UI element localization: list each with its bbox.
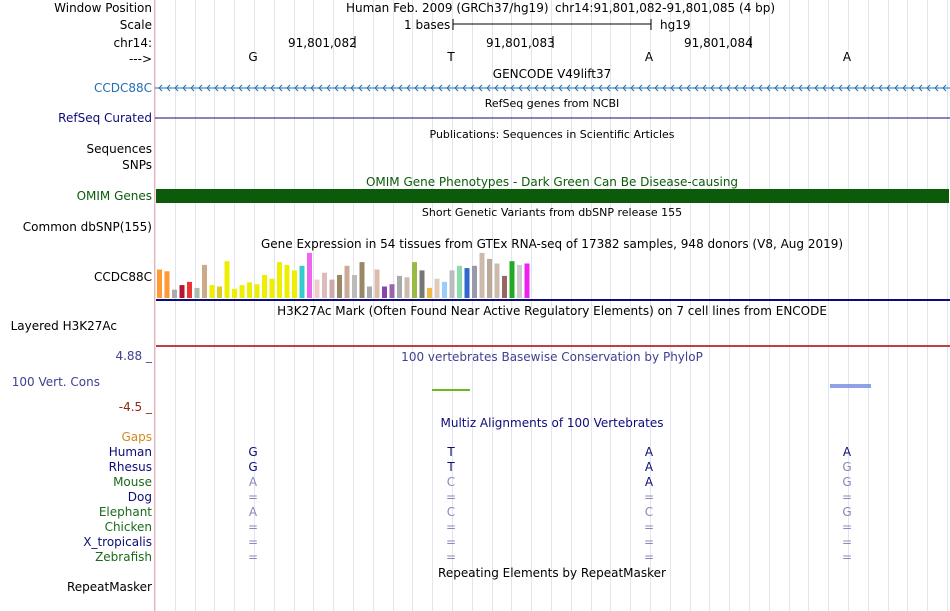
species-label-human[interactable]: Human (108, 445, 152, 459)
aligned-base: C (446, 505, 456, 519)
ref-base: A (842, 50, 852, 64)
ref-base: A (644, 50, 654, 64)
gencode-track-title: GENCODE V49lift37 (492, 67, 612, 81)
aligned-base: = (841, 520, 853, 534)
species-label-x_tropicalis[interactable]: X_tropicalis (83, 535, 152, 549)
strand-label: ---> (128, 52, 152, 66)
aligned-base: G (842, 505, 852, 519)
species-label-chicken[interactable]: Chicken (104, 520, 152, 534)
assembly-name: Human Feb. 2009 (GRCh37/hg19) (346, 1, 549, 15)
scale-db: hg19 (660, 18, 691, 32)
aligned-base: A (248, 505, 258, 519)
aligned-base: = (841, 535, 853, 549)
gtex-label[interactable]: CCDC88C (93, 270, 152, 284)
species-label-dog[interactable]: Dog (127, 490, 152, 504)
scale-value: 1 bases (404, 18, 451, 32)
aligned-base: = (247, 535, 259, 549)
window-position-label: Window Position (54, 1, 152, 15)
aligned-base: = (643, 490, 655, 504)
aligned-base: G (842, 460, 852, 474)
phylop-track-title: 100 vertebrates Basewise Conservation by PhyloP (401, 350, 703, 364)
repeatmasker-track-title: Repeating Elements by RepeatMasker (438, 566, 666, 580)
aligned-base: C (446, 475, 456, 489)
aligned-base: G (248, 445, 258, 459)
aligned-base: = (841, 490, 853, 504)
aligned-base: A (644, 460, 654, 474)
scale-label: Scale (119, 18, 152, 32)
aligned-base: = (643, 520, 655, 534)
phylop-max-label: 4.88 _ (115, 349, 152, 363)
position-text: chr14:91,801,082-91,801,085 (4 bp) (555, 1, 776, 15)
aligned-base: A (644, 475, 654, 489)
species-label-rhesus[interactable]: Rhesus (108, 460, 152, 474)
aligned-base: T (447, 445, 455, 459)
aligned-base: = (445, 490, 457, 504)
h3k27ac-label[interactable]: Layered H3K27Ac (10, 319, 117, 333)
phylop-min-label: -4.5 _ (118, 400, 152, 414)
ref-base: T (447, 50, 455, 64)
aligned-base: = (841, 550, 853, 564)
coord-1: 91,801,082 (288, 36, 357, 50)
species-label-zebrafish[interactable]: Zebrafish (95, 550, 152, 564)
coord-2: 91,801,083 (486, 36, 555, 50)
multiz-gaps-label[interactable]: Gaps (121, 430, 152, 444)
aligned-base: G (248, 460, 258, 474)
dbsnp-label[interactable]: Common dbSNP(155) (22, 220, 152, 234)
aligned-base: = (445, 535, 457, 549)
h3k27ac-track-title: H3K27Ac Mark (Often Found Near Active Regulatory Elements) on 7 cell lines from ENCODE (277, 304, 827, 318)
omim-track-title: OMIM Gene Phenotypes - Dark Green Can Be Disease-causing (365, 175, 739, 189)
publications-label-line2[interactable]: SNPs (122, 158, 152, 172)
omim-label[interactable]: OMIM Genes (76, 189, 152, 203)
repeatmasker-label[interactable]: RepeatMasker (66, 580, 152, 594)
species-label-elephant[interactable]: Elephant (98, 505, 152, 519)
aligned-base: A (842, 445, 852, 459)
aligned-base: C (644, 505, 654, 519)
aligned-base: T (447, 460, 455, 474)
refseq-track-title: RefSeq genes from NCBI (484, 97, 620, 110)
aligned-base: = (643, 550, 655, 564)
coord-3: 91,801,084 (684, 36, 753, 50)
aligned-base: = (445, 520, 457, 534)
aligned-base: A (248, 475, 258, 489)
publications-track-title: Publications: Sequences in Scientific Articles (429, 128, 675, 141)
aligned-base: = (247, 490, 259, 504)
chrom-label: chr14: (113, 36, 152, 50)
publications-label-line1[interactable]: Sequences (86, 142, 152, 156)
aligned-base: A (644, 445, 654, 459)
aligned-base: = (247, 520, 259, 534)
aligned-base: = (445, 550, 457, 564)
aligned-base: G (842, 475, 852, 489)
species-label-mouse[interactable]: Mouse (113, 475, 152, 489)
dbsnp-track-title: Short Genetic Variants from dbSNP release 155 (421, 206, 683, 219)
ref-base: G (248, 50, 258, 64)
multiz-track-title: Multiz Alignments of 100 Vertebrates (440, 416, 664, 430)
aligned-base: = (643, 535, 655, 549)
gtex-track-title: Gene Expression in 54 tissues from GTEx RNA-seq of 17382 samples, 948 donors (V8, Aug 2019) (260, 237, 844, 251)
phylop-label[interactable]: 100 Vert. Cons (11, 375, 100, 389)
aligned-base: = (247, 550, 259, 564)
refseq-label[interactable]: RefSeq Curated (58, 111, 152, 125)
gencode-gene-label[interactable]: CCDC88C (93, 81, 152, 95)
